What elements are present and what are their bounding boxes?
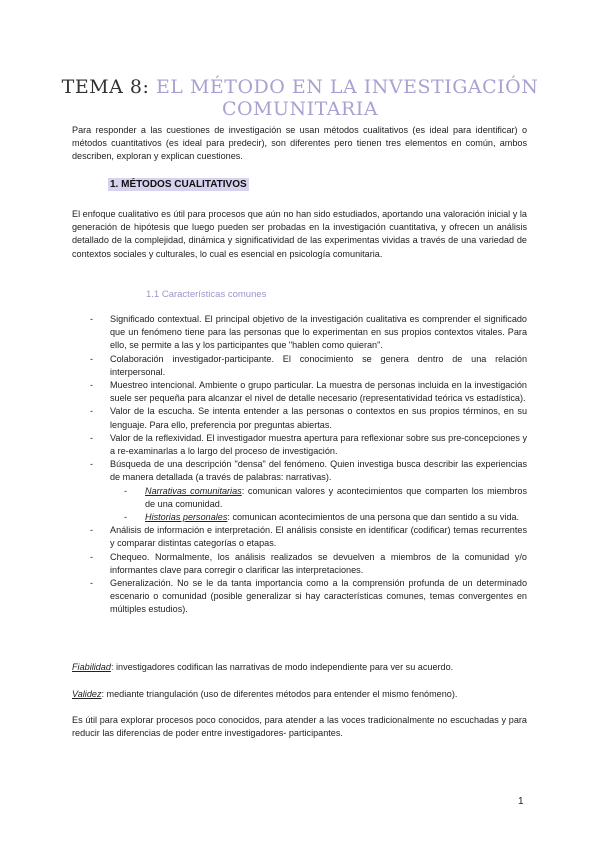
- subsection-heading: 1.1 Características comunes: [146, 289, 267, 300]
- list-item: - Chequeo. Normalmente, los análisis realizados se devuelven a miembros de la comunidad y/o informantes clave para corregir o clarificar las interpretaciones.: [90, 551, 527, 575]
- list-item: - Significado contextual. El principal objetivo de la investigación cualitativa es comprender el significado que un fenómeno tiene para las personas que lo experimentan en sus propios contextos vitales. Para ello, se permite a las y los participantes que "hablen como quieran".: [90, 314, 527, 351]
- page-title: [0, 76, 600, 120]
- intro-paragraph: Para responder a las cuestiones de investigación se usan métodos cualitativos (es ideal para identificar) o métodos cuantitativos (es ideal para predecir), son diferentes pero tienen tres elementos en común, ambos describen, exploran y explican cuestiones.: [72, 125, 527, 162]
- section-heading: 1. MÉTODOS CUALITATIVOS: [110, 179, 247, 190]
- list-item: - Muestreo intencional. Ambiente o grupo particular. La muestra de personas incluida en la investigación suele ser pequeña para alcanzar el nivel de detalle necesario (representatividad teórica vs estadística).: [90, 380, 527, 404]
- characteristics-list: [72, 313, 527, 617]
- closing-paragraph: Es útil para explorar procesos poco conocidos, para atender a las voces tradicionalmente no escuchadas y para reducir las diferencias de poder entre investigadores- participantes.: [72, 715, 527, 739]
- sublist-item: - Historias personales: comunican acontecimientos de una persona que dan sentido a su vida.: [124, 512, 520, 523]
- narratives-sublist: [110, 485, 527, 525]
- page-number: 1: [518, 796, 524, 807]
- list-item: - Búsqueda de una descripción "densa" del fenómeno. Quien investiga busca describir las experiencias de manera detallada (a través de palabras: narrativas). - Narrativas comunitarias: comunican valores y acontecimientos que comparten los miembros de una comunidad. - Historias personales: comunican acontecimientos de una persona que dan sentido a su vida.: [72, 458, 527, 524]
- sublist-item: - Narrativas comunitarias: comunican valores y acontecimientos que comparten los miembros de una comunidad.: [124, 485, 527, 509]
- title-main: EL MÉTODO EN LA INVESTIGACIÓN COMUNITARIA: [155, 76, 539, 120]
- title-prefix: TEMA 8:: [61, 76, 156, 98]
- list-item: - Valor de la escucha. Se intenta entender a las personas o contextos en sus propios términos, en su lenguaje. Para ello, preferencia por preguntas abiertas.: [90, 406, 527, 430]
- validez-paragraph: Validez: mediante triangulación (uso de diferentes métodos para entender el mismo fenómeno).: [72, 689, 458, 699]
- list-item: - Generalización. No se le da tanta importancia como a la comprensión profunda de un determinado escenario o comunidad (posible generalizar si hay características comunes, temas convergentes en múltiples estudios).: [90, 578, 527, 615]
- section-paragraph: El enfoque cualitativo es útil para procesos que aún no han sido estudiados, aportando una valoración inicial y la generación de hipótesis que luego pueden ser probadas en la investigación cuantitativa, y ofrecen un análisis detallado de la complejidad, dinámica y significatividad de las experimentas vividas a través de una variedad de contextos sociales y culturales, lo cual es esencial en psicología comunitaria.: [72, 209, 527, 259]
- list-item: - Análisis de información e interpretación. El análisis consiste en identificar (codificar) temas recurrentes y comparar distintas categorías o etapas.: [90, 525, 527, 549]
- list-item: - Colaboración investigador-participante. El conocimiento se genera dentro de una relación interpersonal.: [90, 353, 527, 377]
- fiabilidad-paragraph: Fiabilidad: investigadores codifican las narrativas de modo independiente para ver su acuerdo.: [72, 662, 454, 672]
- list-item: - Valor de la reflexividad. El investigador muestra apertura para reflexionar sobre sus pre-concepciones y a re-examinarlas a lo largo del proceso de investigación.: [90, 432, 527, 457]
